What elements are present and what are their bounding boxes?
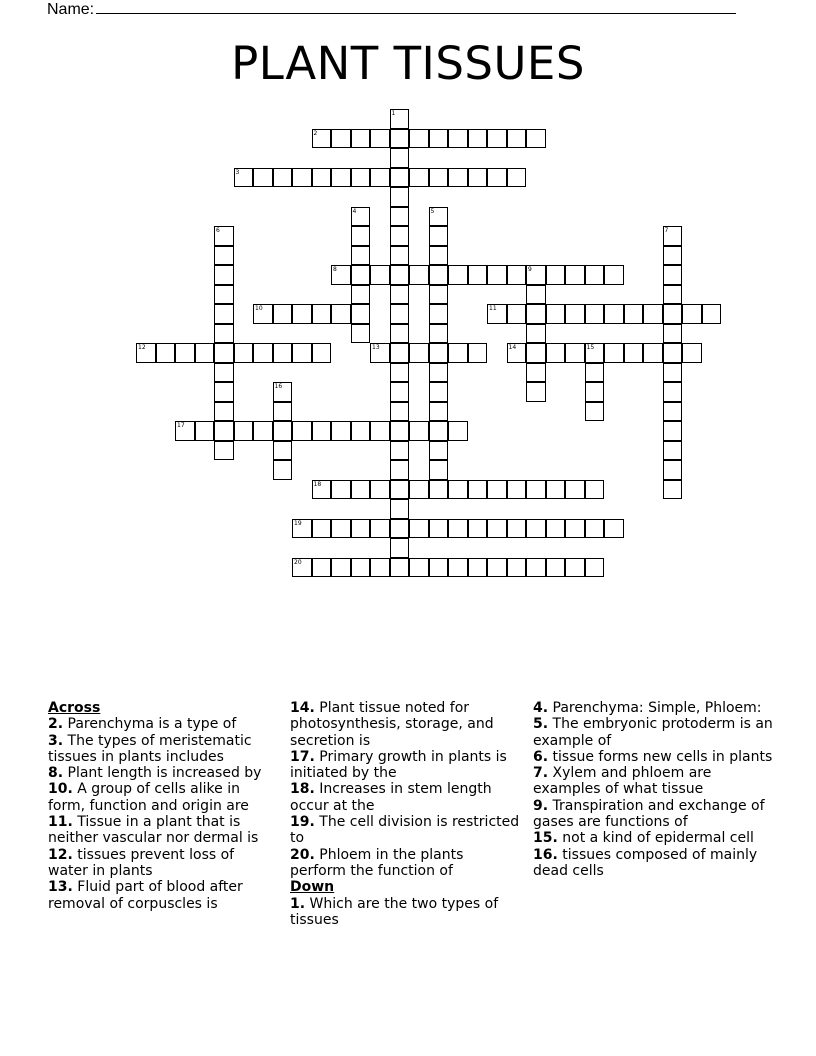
- grid-cell[interactable]: [585, 402, 605, 422]
- grid-cell[interactable]: [312, 343, 332, 363]
- grid-cell[interactable]: [429, 285, 449, 305]
- grid-cell[interactable]: [409, 558, 429, 578]
- grid-cell[interactable]: [526, 265, 546, 285]
- grid-cell[interactable]: [526, 129, 546, 149]
- grid-cell[interactable]: [468, 129, 488, 149]
- grid-cell[interactable]: [585, 265, 605, 285]
- grid-cell[interactable]: [663, 441, 683, 461]
- grid-cell[interactable]: [468, 558, 488, 578]
- grid-cell[interactable]: [663, 304, 683, 324]
- grid-cell[interactable]: [409, 265, 429, 285]
- grid-cell[interactable]: [273, 304, 293, 324]
- grid-cell[interactable]: [351, 129, 371, 149]
- grid-cell[interactable]: [487, 558, 507, 578]
- clue-down-9: 9. Transpiration and exchange of gases are functions of: [533, 797, 765, 831]
- clue-down-16: 16. tissues composed of mainly dead cells: [533, 846, 758, 879]
- grid-cell[interactable]: [195, 343, 215, 363]
- grid-cell[interactable]: [253, 421, 273, 441]
- grid-cell[interactable]: [565, 480, 585, 500]
- grid-cell[interactable]: [331, 558, 351, 578]
- grid-cell[interactable]: [682, 343, 702, 363]
- grid-cell[interactable]: [663, 265, 683, 285]
- cell-number: 9: [528, 266, 532, 273]
- grid-cell[interactable]: [390, 363, 410, 383]
- grid-cell[interactable]: [331, 129, 351, 149]
- grid-cell[interactable]: [429, 421, 449, 441]
- grid-cell[interactable]: [604, 304, 624, 324]
- grid-cell[interactable]: [292, 304, 312, 324]
- clues-column-3: [533, 700, 773, 879]
- grid-cell[interactable]: [214, 421, 234, 441]
- grid-cell[interactable]: [331, 421, 351, 441]
- grid-cell[interactable]: [214, 285, 234, 305]
- grid-cell[interactable]: [214, 265, 234, 285]
- grid-cell[interactable]: [448, 558, 468, 578]
- grid-cell[interactable]: [214, 304, 234, 324]
- grid-cell[interactable]: [351, 304, 371, 324]
- grid-cell[interactable]: [409, 480, 429, 500]
- cell-number: 4: [352, 207, 357, 215]
- grid-cell[interactable]: [507, 343, 527, 363]
- grid-cell[interactable]: [663, 285, 683, 305]
- grid-cell[interactable]: [565, 265, 585, 285]
- cell-number: 15: [586, 344, 595, 351]
- grid-cell[interactable]: [429, 265, 449, 285]
- grid-cell[interactable]: [429, 480, 449, 500]
- grid-cell[interactable]: [409, 343, 429, 363]
- grid-cell[interactable]: [273, 402, 293, 422]
- grid-cell[interactable]: [351, 246, 371, 266]
- clue-across-14: 14. Plant tissue noted for photosynthesis, storage, and secretion is: [290, 700, 494, 749]
- grid-cell[interactable]: [526, 304, 546, 324]
- grid-cell[interactable]: [409, 519, 429, 539]
- grid-cell[interactable]: [273, 460, 293, 480]
- grid-cell[interactable]: [312, 421, 332, 441]
- grid-cell[interactable]: [370, 265, 390, 285]
- cell-number: 1: [391, 110, 396, 117]
- cell-number: 3: [235, 168, 240, 176]
- grid-cell[interactable]: [390, 285, 410, 305]
- cell-number: 19: [294, 519, 302, 527]
- grid-cell[interactable]: [526, 558, 546, 578]
- clue-down-15: 15. not a kind of epidermal cell: [533, 830, 754, 847]
- name-underline[interactable]: [96, 0, 736, 14]
- grid-cell[interactable]: [136, 343, 156, 363]
- grid-cell[interactable]: [468, 265, 488, 285]
- grid-cell[interactable]: [370, 519, 390, 539]
- grid-cell[interactable]: [331, 480, 351, 500]
- grid-cell[interactable]: [429, 382, 449, 402]
- grid-cell[interactable]: [214, 382, 234, 402]
- cell-number: 16: [274, 383, 283, 390]
- grid-cell[interactable]: [448, 519, 468, 539]
- grid-cell[interactable]: [487, 129, 507, 149]
- grid-cell[interactable]: [507, 129, 527, 149]
- grid-cell[interactable]: [370, 480, 390, 500]
- cell-number: 2: [313, 129, 318, 137]
- grid-cell[interactable]: [273, 382, 293, 402]
- grid-cell[interactable]: [565, 343, 585, 363]
- grid-cell[interactable]: [682, 304, 702, 324]
- grid-cell[interactable]: [585, 519, 605, 539]
- grid-cell[interactable]: [390, 519, 410, 539]
- grid-cell[interactable]: [390, 265, 410, 285]
- grid-cell[interactable]: [312, 304, 332, 324]
- grid-cell[interactable]: [429, 363, 449, 383]
- grid-cell[interactable]: [292, 168, 312, 188]
- cell-number: 20: [294, 558, 302, 566]
- grid-cell[interactable]: [468, 480, 488, 500]
- grid-cell[interactable]: [585, 558, 605, 578]
- grid-cell[interactable]: [507, 480, 527, 500]
- across-heading: Across: [48, 700, 101, 716]
- grid-cell[interactable]: [507, 304, 527, 324]
- grid-cell[interactable]: [214, 226, 234, 246]
- grid-cell[interactable]: [604, 343, 624, 363]
- grid-cell[interactable]: [390, 246, 410, 266]
- grid-cell[interactable]: [312, 480, 332, 500]
- grid-cell[interactable]: [214, 363, 234, 383]
- grid-cell[interactable]: [273, 343, 293, 363]
- cell-number: 12: [138, 344, 146, 351]
- grid-cell[interactable]: [214, 402, 234, 422]
- clue-down-1: 1. Which are the two types of tissues: [290, 895, 499, 928]
- grid-cell[interactable]: [526, 480, 546, 500]
- grid-cell[interactable]: [351, 558, 371, 578]
- clues-column-2: [290, 700, 522, 928]
- clues-column-1: [48, 700, 270, 912]
- grid-cell[interactable]: [390, 460, 410, 480]
- grid-cell[interactable]: [565, 304, 585, 324]
- cell-number: 10: [255, 305, 263, 312]
- grid-cell[interactable]: [312, 129, 332, 149]
- grid-cell[interactable]: [195, 421, 215, 441]
- grid-cell[interactable]: [253, 168, 273, 188]
- grid-cell[interactable]: [643, 304, 663, 324]
- grid-cell[interactable]: [390, 343, 410, 363]
- grid-cell[interactable]: [331, 168, 351, 188]
- grid-cell[interactable]: [487, 519, 507, 539]
- clue-down-6: 6. tissue forms new cells in plants: [533, 748, 773, 765]
- grid-cell[interactable]: [273, 421, 293, 441]
- grid-cell[interactable]: [585, 480, 605, 500]
- grid-cell[interactable]: [663, 382, 683, 402]
- grid-cell[interactable]: [702, 304, 722, 324]
- grid-cell[interactable]: [448, 480, 468, 500]
- grid-cell[interactable]: [351, 207, 371, 227]
- grid-cell[interactable]: [526, 363, 546, 383]
- grid-cell[interactable]: [429, 168, 449, 188]
- grid-cell[interactable]: [585, 304, 605, 324]
- grid-cell[interactable]: [546, 304, 566, 324]
- grid-cell[interactable]: [390, 129, 410, 149]
- grid-cell[interactable]: [429, 324, 449, 344]
- grid-cell[interactable]: [429, 343, 449, 363]
- grid-cell[interactable]: [409, 129, 429, 149]
- grid-cell[interactable]: [487, 304, 507, 324]
- grid-cell[interactable]: [448, 343, 468, 363]
- grid-cell[interactable]: [175, 343, 195, 363]
- grid-cell[interactable]: [234, 168, 254, 188]
- grid-cell[interactable]: [507, 519, 527, 539]
- grid-cell[interactable]: [429, 402, 449, 422]
- grid-cell[interactable]: [663, 343, 683, 363]
- grid-cell[interactable]: [663, 226, 683, 246]
- grid-cell[interactable]: [292, 558, 312, 578]
- grid-cell[interactable]: [448, 265, 468, 285]
- grid-cell[interactable]: [526, 382, 546, 402]
- grid-cell[interactable]: [546, 265, 566, 285]
- grid-cell[interactable]: [370, 558, 390, 578]
- clue-across-13: 13. Fluid part of blood after removal of corpuscles is: [48, 879, 243, 912]
- grid-cell[interactable]: [351, 168, 371, 188]
- grid-cell[interactable]: [390, 382, 410, 402]
- grid-cell[interactable]: [292, 421, 312, 441]
- grid-cell[interactable]: [546, 480, 566, 500]
- clue-down-4: 4. Parenchyma: Simple, Phloem:: [533, 700, 762, 716]
- grid-cell[interactable]: [253, 343, 273, 363]
- grid-cell[interactable]: [390, 402, 410, 422]
- grid-cell[interactable]: [390, 109, 410, 129]
- grid-cell[interactable]: [214, 246, 234, 266]
- grid-cell[interactable]: [390, 499, 410, 519]
- grid-cell[interactable]: [546, 558, 566, 578]
- cell-number: 6: [216, 227, 220, 234]
- grid-cell[interactable]: [604, 519, 624, 539]
- grid-cell[interactable]: [448, 129, 468, 149]
- grid-cell[interactable]: [253, 304, 273, 324]
- clue-down-5: 5. The embryonic protoderm is an example of: [533, 716, 773, 749]
- grid-cell[interactable]: [370, 421, 390, 441]
- grid-cell[interactable]: [624, 304, 644, 324]
- grid-cell[interactable]: [390, 207, 410, 227]
- clue-across-2: 2. Parenchyma is a type of: [48, 716, 237, 733]
- grid-cell[interactable]: [487, 480, 507, 500]
- clue-across-17: 17. Primary growth in plants is initiated by the: [290, 748, 507, 782]
- cell-number: 17: [177, 422, 185, 429]
- clue-across-20: 20. Phloem in the plants perform the function of: [290, 846, 464, 879]
- grid-cell[interactable]: [156, 343, 176, 363]
- grid-cell[interactable]: [370, 343, 390, 363]
- cell-number: 5: [430, 207, 435, 215]
- clue-across-18: 18. Increases in stem length occur at the: [290, 781, 492, 814]
- grid-cell[interactable]: [429, 226, 449, 246]
- grid-cell[interactable]: [663, 324, 683, 344]
- grid-cell[interactable]: [429, 441, 449, 461]
- clue-across-3: 3. The types of meristematic tissues in plants includes: [48, 732, 252, 765]
- grid-cell[interactable]: [331, 519, 351, 539]
- grid-cell[interactable]: [234, 343, 254, 363]
- grid-cell[interactable]: [175, 421, 195, 441]
- grid-cell[interactable]: [526, 519, 546, 539]
- grid-cell[interactable]: [487, 168, 507, 188]
- grid-cell[interactable]: [390, 304, 410, 324]
- grid-cell[interactable]: [214, 343, 234, 363]
- grid-cell[interactable]: [370, 129, 390, 149]
- grid-cell[interactable]: [312, 168, 332, 188]
- grid-cell[interactable]: [409, 421, 429, 441]
- down-heading: Down: [290, 879, 335, 896]
- grid-cell[interactable]: [370, 168, 390, 188]
- clue-across-8: 8. Plant length is increased by: [48, 765, 262, 782]
- grid-cell[interactable]: [624, 343, 644, 363]
- grid-cell[interactable]: [526, 324, 546, 344]
- grid-cell[interactable]: [546, 519, 566, 539]
- grid-cell[interactable]: [565, 558, 585, 578]
- grid-cell[interactable]: [390, 558, 410, 578]
- grid-cell[interactable]: [526, 285, 546, 305]
- grid-cell[interactable]: [390, 226, 410, 246]
- grid-cell[interactable]: [312, 519, 332, 539]
- grid-cell[interactable]: [331, 265, 351, 285]
- grid-cell[interactable]: [351, 265, 371, 285]
- grid-cell[interactable]: [429, 460, 449, 480]
- clue-across-19: 19. The cell division is restricted to: [290, 814, 520, 847]
- grid-cell[interactable]: [546, 343, 566, 363]
- grid-cell[interactable]: [663, 460, 683, 480]
- grid-cell[interactable]: [429, 246, 449, 266]
- grid-cell[interactable]: [429, 558, 449, 578]
- grid-cell[interactable]: [234, 421, 254, 441]
- grid-cell[interactable]: [507, 558, 527, 578]
- grid-cell[interactable]: [663, 480, 683, 500]
- grid-cell[interactable]: [643, 343, 663, 363]
- grid-cell[interactable]: [390, 480, 410, 500]
- grid-cell[interactable]: [585, 382, 605, 402]
- grid-cell[interactable]: [273, 441, 293, 461]
- grid-cell[interactable]: [487, 265, 507, 285]
- grid-cell[interactable]: [663, 363, 683, 383]
- grid-cell[interactable]: [468, 519, 488, 539]
- grid-cell[interactable]: [390, 441, 410, 461]
- grid-cell[interactable]: [448, 421, 468, 441]
- grid-cell[interactable]: [351, 480, 371, 500]
- grid-cell[interactable]: [429, 304, 449, 324]
- grid-cell[interactable]: [273, 168, 293, 188]
- grid-cell[interactable]: [351, 226, 371, 246]
- grid-cell[interactable]: [409, 168, 429, 188]
- grid-cell[interactable]: [331, 304, 351, 324]
- grid-cell[interactable]: [565, 519, 585, 539]
- grid-cell[interactable]: [351, 324, 371, 344]
- grid-cell[interactable]: [507, 168, 527, 188]
- name-label: Name:: [47, 1, 95, 18]
- cell-number: 11: [489, 305, 497, 312]
- grid-cell[interactable]: [507, 265, 527, 285]
- cell-number: 7: [664, 227, 669, 234]
- grid-cell[interactable]: [390, 538, 410, 558]
- grid-cell[interactable]: [390, 324, 410, 344]
- grid-cell[interactable]: [526, 343, 546, 363]
- grid-cell[interactable]: [663, 421, 683, 441]
- grid-cell[interactable]: [292, 343, 312, 363]
- puzzle-title: PLANT TISSUES: [231, 37, 585, 90]
- grid-cell[interactable]: [663, 246, 683, 266]
- cell-number: 8: [333, 266, 337, 273]
- grid-cell[interactable]: [292, 519, 312, 539]
- grid-cell[interactable]: [468, 343, 488, 363]
- grid-cell[interactable]: [351, 421, 371, 441]
- grid-cell[interactable]: [468, 168, 488, 188]
- clue-down-7: 7. Xylem and phloem are examples of what tissue: [533, 765, 712, 798]
- grid-cell[interactable]: [390, 148, 410, 168]
- cell-number: 14: [508, 344, 517, 351]
- grid-cell[interactable]: [448, 168, 468, 188]
- grid-cell[interactable]: [585, 363, 605, 383]
- grid-cell[interactable]: [351, 519, 371, 539]
- grid-cell[interactable]: [663, 402, 683, 422]
- grid-cell[interactable]: [429, 519, 449, 539]
- grid-cell[interactable]: [214, 324, 234, 344]
- grid-cell[interactable]: [585, 343, 605, 363]
- clue-across-12: 12. tissues prevent loss of water in plants: [48, 846, 235, 879]
- cell-number: 13: [372, 344, 380, 351]
- grid-cell[interactable]: [390, 187, 410, 207]
- grid-cell[interactable]: [429, 207, 449, 227]
- grid-cell[interactable]: [351, 285, 371, 305]
- name-field: [47, 0, 736, 20]
- grid-cell[interactable]: [604, 265, 624, 285]
- cell-number: 18: [313, 480, 322, 488]
- clue-across-10: 10. A group of cells alike in form, function and origin are: [48, 781, 249, 814]
- grid-cell[interactable]: [390, 421, 410, 441]
- grid-cell[interactable]: [312, 558, 332, 578]
- clue-across-11: 11. Tissue in a plant that is neither vascular nor dermal is: [48, 814, 259, 847]
- grid-cell[interactable]: [429, 129, 449, 149]
- grid-cell[interactable]: [214, 441, 234, 461]
- grid-cell[interactable]: [390, 168, 410, 188]
